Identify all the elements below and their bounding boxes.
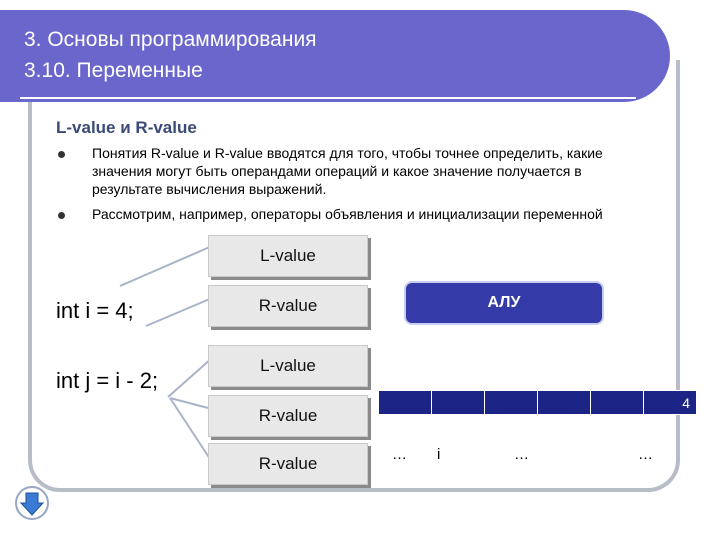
memory-cell [485, 391, 538, 415]
memory-cell [538, 391, 591, 415]
memory-row [379, 391, 697, 415]
lvalue-label-mid: L-value [208, 345, 368, 387]
lvalue-label-top: L-value [208, 235, 368, 277]
code-line-1: int i = 4; [56, 298, 134, 323]
header-title-line1: 3. Основы программирования [24, 28, 317, 51]
rvalue-label-2: R-value [208, 395, 368, 437]
connector-line [168, 358, 212, 397]
memory-label-i: i [437, 446, 441, 463]
alu-block [404, 281, 604, 325]
down-arrow-icon[interactable] [14, 485, 50, 526]
code-line-2: int j = i - 2; [56, 368, 159, 393]
memory-label-dots-2: … [514, 446, 529, 463]
slide-subtitle: L-value и R-value [56, 118, 197, 137]
alu-label: АЛУ [487, 294, 521, 311]
memory-table [378, 390, 697, 415]
memory-cell-value: 4 [644, 391, 697, 415]
memory-cell [379, 391, 432, 415]
memory-label-dots-3: … [638, 446, 653, 463]
connector-line [146, 298, 212, 326]
rvalue-label-3: R-value [208, 443, 368, 485]
connector-line [120, 246, 212, 286]
bullet-text-1: Понятия R-value и R-value вводятся для того, чтобы точнее определить, какие значения могут быть операндами операций и какое значение получается в результате вычисления выражений. [92, 145, 603, 197]
rvalue-label-1: R-value [208, 285, 368, 327]
header-title-line2: 3.10. Переменные [24, 59, 203, 82]
memory-cell [432, 391, 485, 415]
memory-label-dots-1: … [392, 446, 407, 463]
bullet-text-2: Рассмотрим, например, операторы объявления и инициализации переменной [92, 206, 603, 222]
memory-cell [591, 391, 644, 415]
